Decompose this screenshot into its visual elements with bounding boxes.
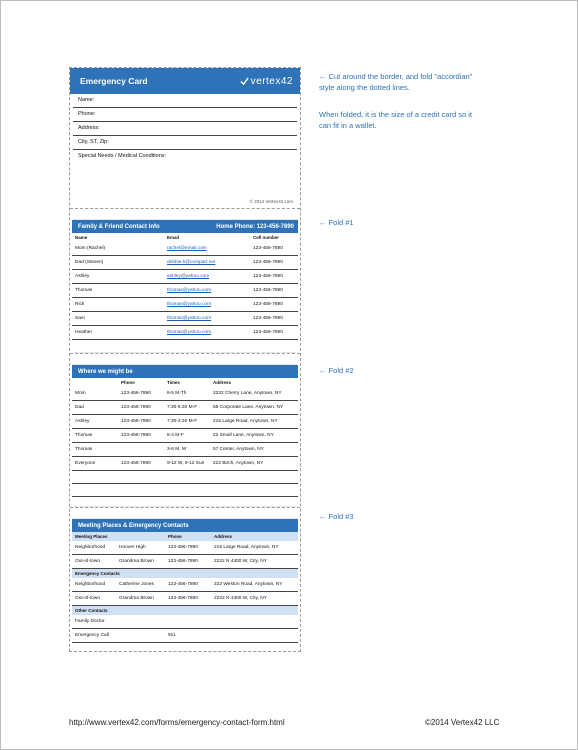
column-header: Times <box>167 380 180 385</box>
times: 7:30-2:30 M-F <box>164 415 210 429</box>
table-row <box>72 298 298 312</box>
family-title: Family & Friend Contact Info <box>78 223 160 230</box>
place-type: Neighborhood <box>72 541 116 555</box>
email-link[interactable]: thomas@yahoo.com <box>164 312 250 326</box>
phone <box>118 443 164 457</box>
column-header: Meeting Places <box>72 532 116 541</box>
contact-name: Thomas <box>72 284 164 298</box>
contact-name: Catherine Jones <box>116 578 165 592</box>
where-header <box>72 365 298 378</box>
place-name: Hoover High <box>116 541 165 555</box>
phone: 123-456-7890 <box>165 578 211 592</box>
contact-name: Dad (Steven) <box>72 256 164 270</box>
emergency-card <box>69 67 301 652</box>
table-row <box>72 592 298 606</box>
address: 215 Large Road, Anytown, NY <box>211 541 298 555</box>
column-header: Cell number <box>253 235 280 240</box>
person-name: Thomas <box>72 429 118 443</box>
person-name: Mom <box>72 387 118 401</box>
table-row <box>72 615 298 629</box>
column-header: Address <box>211 532 298 541</box>
address: 215 Large Road, Anytown, NY <box>210 415 298 429</box>
column-header: Phone <box>121 380 135 385</box>
subheader-row <box>72 606 298 616</box>
logo-text: vertex42 <box>250 75 293 87</box>
table-row <box>72 401 298 415</box>
table-row <box>72 443 298 457</box>
table-row <box>72 284 298 298</box>
email-link[interactable]: thomas@yahoo.com <box>164 298 250 312</box>
other-contacts-label: Other Contacts <box>72 606 298 616</box>
phone: 123-456-7890 <box>118 387 164 401</box>
times: 3-6 M, W <box>164 443 210 457</box>
table-row <box>72 578 298 592</box>
phone-field[interactable]: Phone: <box>73 108 297 122</box>
contact-name: Ashley <box>72 270 164 284</box>
city-field[interactable]: City, ST, Zip: <box>73 136 297 150</box>
where-table <box>72 378 298 497</box>
address: 2222 Cherry Lane, Anytown, NY <box>210 387 298 401</box>
contact-name: Heather <box>72 326 164 340</box>
table-row <box>72 270 298 284</box>
table-row <box>72 429 298 443</box>
name-field[interactable]: Name: <box>73 94 297 108</box>
person-name: Thomas <box>72 443 118 457</box>
fold-2-note: ← Fold #2 <box>319 366 354 375</box>
email-link[interactable]: thomas@yahoo.com <box>164 326 250 340</box>
table-row <box>72 326 298 340</box>
column-header: Phone <box>165 532 211 541</box>
address: 2222 N 4400 W, City, NY <box>211 555 298 569</box>
table-row <box>72 457 298 471</box>
email-link[interactable]: debbie.k@compart.net <box>164 256 250 270</box>
times: 8-4 M-F <box>164 429 210 443</box>
address: 222 Weston Road, Anytown, NY <box>211 578 298 592</box>
address: 2222 N 4400 W, City, NY <box>211 592 298 606</box>
contact-name: Grandma Brown <box>116 592 165 606</box>
email-link[interactable]: ashley@yahoo.com <box>164 270 250 284</box>
where-title: Where we might be <box>78 368 133 375</box>
cell-number: 123-456-7890 <box>250 284 298 298</box>
address: 57 Center, Anytown, NY <box>210 443 298 457</box>
phone: 123-456-7890 <box>165 592 211 606</box>
table-row <box>72 242 298 256</box>
address: 22 Small Lane, Anytown, NY <box>210 429 298 443</box>
column-header: Address <box>213 380 232 385</box>
family-table <box>72 233 298 340</box>
meeting-table <box>72 532 298 643</box>
meeting-title: Meeting Places & Emergency Contacts <box>78 522 189 529</box>
table-row <box>72 629 298 643</box>
phone: 123-456-7890 <box>118 415 164 429</box>
phone: 123-456-7890 <box>118 457 164 471</box>
contact-name: Sam <box>72 312 164 326</box>
phone: 123-456-7890 <box>118 429 164 443</box>
contact-type: Out-of-town <box>72 592 116 606</box>
table-row <box>72 484 298 497</box>
phone <box>165 615 211 629</box>
table-row <box>72 387 298 401</box>
cell-number: 123-456-7890 <box>250 326 298 340</box>
card-header <box>70 68 300 94</box>
table-row <box>72 471 298 484</box>
meeting-header <box>72 519 298 532</box>
table-row <box>72 555 298 569</box>
address: 55 Corporate Lane, Anytown, NY <box>210 401 298 415</box>
contact-type: Family Doctor <box>72 615 116 629</box>
person-name: Ashley <box>72 415 118 429</box>
email-link[interactable]: thomas@yahoo.com <box>164 284 250 298</box>
column-header: Name <box>75 235 88 240</box>
address-field[interactable]: Address: <box>73 122 297 136</box>
footer-url[interactable]: http://www.vertex42.com/forms/emergency-contact-form.html <box>69 718 285 727</box>
column-header <box>72 378 118 387</box>
cell-number: 123-456-7890 <box>250 242 298 256</box>
contact-name: Mom (Rachel) <box>72 242 164 256</box>
place-type: Out-of-town <box>72 555 116 569</box>
footer-copyright: ©2014 Vertex42 LLC <box>425 718 500 727</box>
contact-type: Emergency Call <box>72 629 116 643</box>
fold-3-note: ← Fold #3 <box>319 512 354 521</box>
special-needs-field[interactable] <box>73 150 297 208</box>
phone: 123-456-7890 <box>165 555 211 569</box>
checkmark-icon <box>240 77 249 86</box>
family-header <box>72 220 298 233</box>
vertex42-logo <box>240 76 293 87</box>
contact-name <box>116 615 165 629</box>
times: 8-5 M-Th <box>164 387 210 401</box>
emergency-contacts-label: Emergency Contacts <box>72 569 298 579</box>
person-name: Everyone <box>72 457 118 471</box>
card-title: Emergency Card <box>80 76 148 86</box>
address: 222 Birch, Anytown, NY <box>210 457 298 471</box>
cell-number: 123-456-7890 <box>250 270 298 284</box>
table-row <box>72 541 298 555</box>
contact-name <box>116 629 165 643</box>
table-row <box>72 256 298 270</box>
home-phone: Home Phone: 123-456-7890 <box>216 223 294 230</box>
phone: 123-456-7890 <box>118 401 164 415</box>
contact-type: Neighborhood <box>72 578 116 592</box>
cell-number: 123-456-7890 <box>250 312 298 326</box>
fold-1-note: ← Fold #1 <box>319 218 354 227</box>
cell-number: 123-456-7890 <box>250 298 298 312</box>
instruction-note: ← Cut around the border, and fold "accordian" style along the dotted lines. <box>319 72 473 92</box>
contact-name: Rick <box>72 298 164 312</box>
place-name: Grandma Brown <box>116 555 165 569</box>
times: 9-12 W, 9-12 Sun <box>164 457 210 471</box>
wallet-note: When folded, it is the size of a credit card so it can fit in a wallet. <box>319 110 472 130</box>
subheader-row <box>72 569 298 579</box>
table-row <box>72 415 298 429</box>
table-row <box>72 312 298 326</box>
person-name: Dad <box>72 401 118 415</box>
column-header: Email <box>167 235 180 240</box>
cell-number: 123-456-7890 <box>250 256 298 270</box>
address <box>211 629 298 643</box>
phone: 123-456-7890 <box>165 541 211 555</box>
email-link[interactable]: rachel@email.com <box>164 242 250 256</box>
special-needs-label: Special Needs / Medical Conditions: <box>78 153 167 159</box>
column-header <box>116 532 165 541</box>
address <box>211 615 298 629</box>
phone: 911 <box>165 629 211 643</box>
card-copyright: © 2014 Vertex42.com <box>249 199 293 204</box>
times: 7:30-5:30 M-F <box>164 401 210 415</box>
